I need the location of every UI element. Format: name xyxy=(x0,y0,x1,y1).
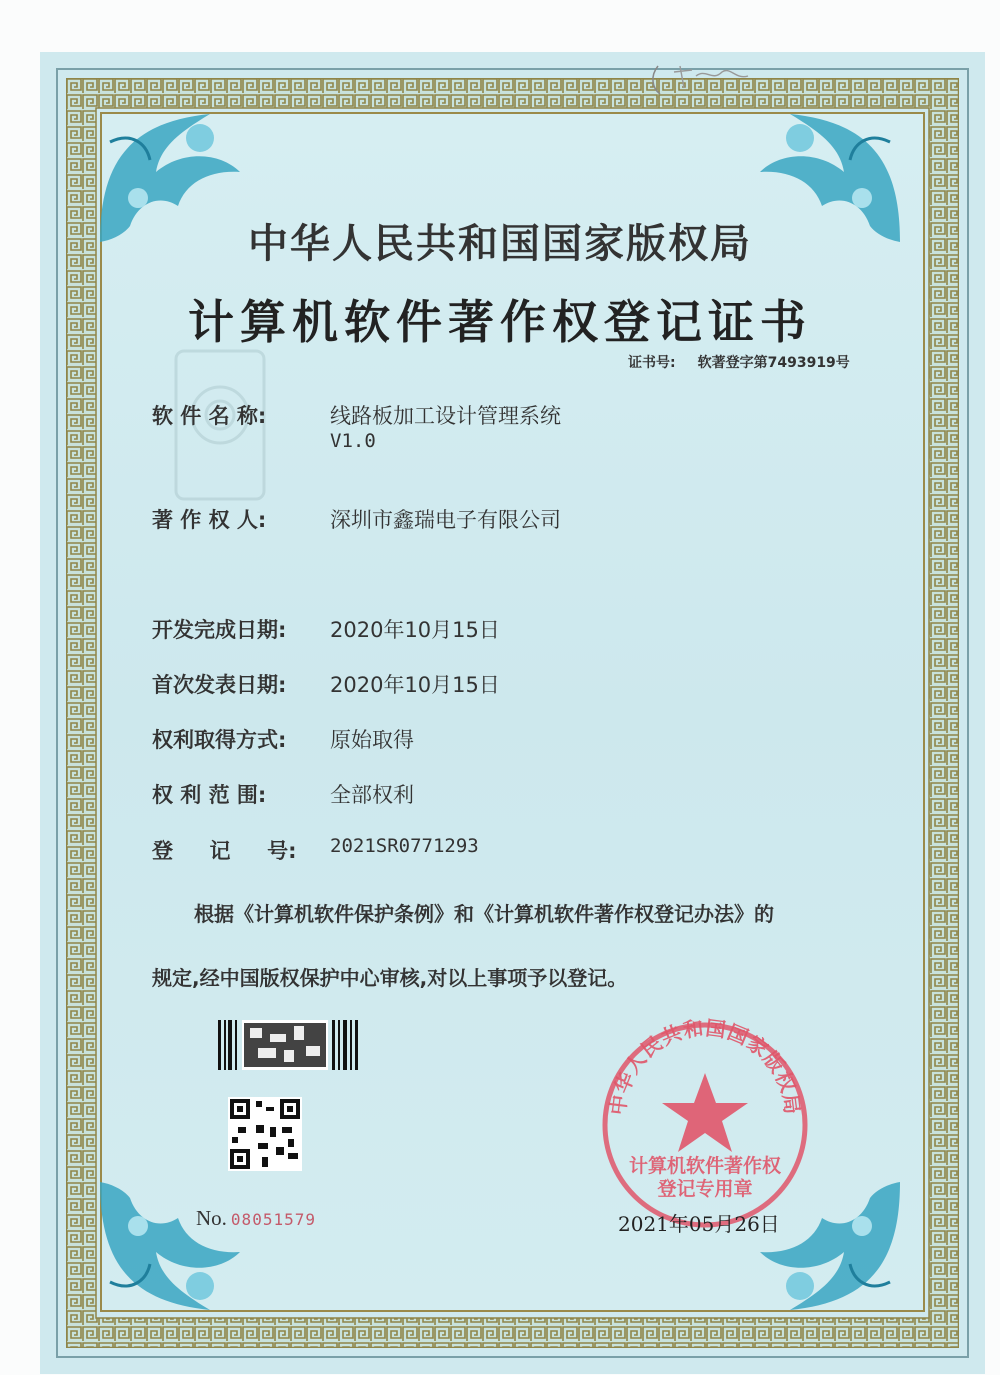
field-value: 全部权利 xyxy=(330,783,414,807)
field-value-version: V1.0 xyxy=(330,430,376,452)
certificate-title: 计算机软件著作权登记证书 xyxy=(188,295,812,349)
field-value: 深圳市鑫瑞电子有限公司 xyxy=(330,508,561,532)
certificate-number-label: 证书号: xyxy=(628,355,676,371)
field-label: 权利取得方式: xyxy=(152,728,287,752)
field-label: 开发完成日期: xyxy=(152,618,287,642)
field-label: 登 记 号: xyxy=(152,839,297,863)
field-value: 2021SR0771293 xyxy=(330,835,479,857)
field-value: 原始取得 xyxy=(330,728,414,752)
field-label: 软 件 名 称: xyxy=(152,404,267,428)
serial-value: 08051579 xyxy=(230,1210,316,1229)
qr-code xyxy=(228,1097,302,1171)
certificate-number xyxy=(628,352,850,372)
field-label: 权 利 范 围: xyxy=(152,783,267,807)
svg-text:计算机软件著作权: 计算机软件著作权 xyxy=(628,1155,782,1177)
serial-number xyxy=(196,1206,316,1231)
svg-text:中华人民共和国国家版权局: 中华人民共和国国家版权局 xyxy=(605,1015,805,1117)
field-label: 首次发表日期: xyxy=(152,673,287,697)
field-label: 著 作 权 人: xyxy=(152,508,267,532)
statement-line-1: 根据《计算机软件保护条例》和《计算机软件著作权登记办法》的 xyxy=(194,902,774,926)
issuing-authority-heading: 中华人民共和国国家版权局 xyxy=(248,221,752,267)
field-value: 线路板加工设计管理系统 xyxy=(330,404,561,428)
field-value: 2020年10月15日 xyxy=(330,673,500,697)
barcode xyxy=(218,1020,362,1070)
ornament-bottom-left-icon xyxy=(90,1172,260,1322)
svg-text:登记专用章: 登记专用章 xyxy=(657,1178,753,1200)
field-value: 2020年10月15日 xyxy=(330,618,500,642)
handwritten-mark xyxy=(640,58,780,98)
certificate-number-value: 软著登字第7493919号 xyxy=(697,355,850,371)
serial-label: No. xyxy=(196,1206,227,1230)
legal-statement xyxy=(152,882,892,1010)
issue-date: 2021年05月26日 xyxy=(618,1212,780,1236)
statement-line-2: 规定,经中国版权保护中心审核,对以上事项予以登记。 xyxy=(152,966,628,990)
official-seal xyxy=(595,1015,815,1235)
